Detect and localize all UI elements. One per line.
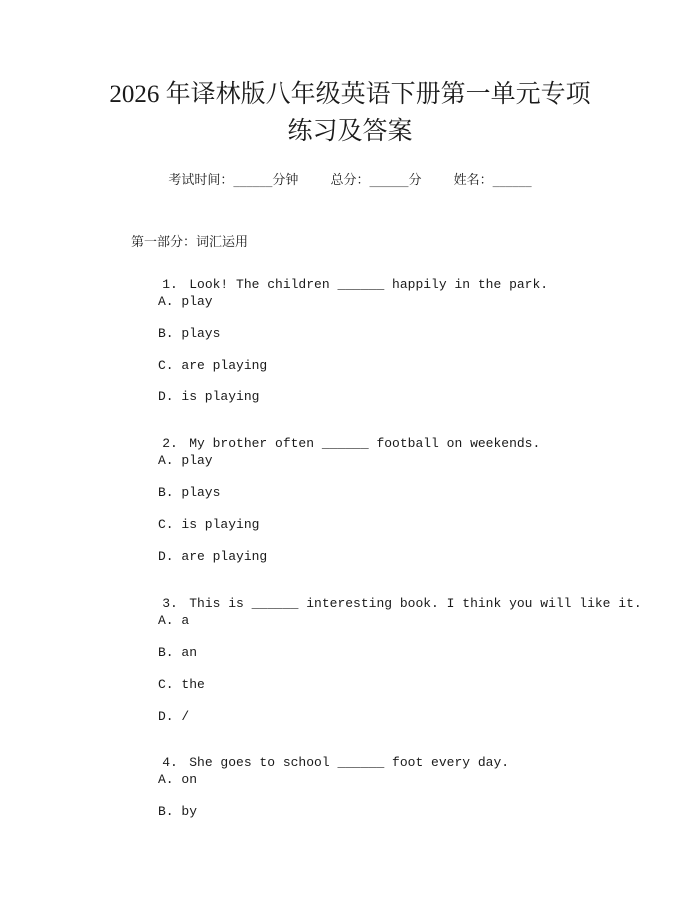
option: A. a <box>158 613 190 628</box>
document-title <box>40 76 660 150</box>
question-text: She goes to school ______ foot every day. <box>189 755 510 770</box>
question-number: 2. <box>162 436 178 451</box>
option: A. play <box>158 294 213 309</box>
exam-time: 考试时间：______分钟 <box>168 173 299 188</box>
question-text: Look! The children ______ happily in the park. <box>189 277 549 292</box>
section-heading: 第一部分：词汇运用 <box>131 235 249 250</box>
option: D. / <box>158 709 190 724</box>
title-line-1: 2026 年译林版八年级英语下册第一单元专项 <box>109 81 591 108</box>
title-line-2: 练习及答案 <box>287 118 413 145</box>
option: D. are playing <box>158 549 268 564</box>
option: C. the <box>158 677 205 692</box>
exam-meta <box>0 169 700 188</box>
question-number: 4. <box>162 755 178 770</box>
option: B. by <box>158 804 198 819</box>
question-number: 1. <box>162 277 178 292</box>
question-text: This is ______ interesting book. I think you will like it. <box>189 596 642 611</box>
option: B. plays <box>158 485 221 500</box>
option: C. are playing <box>158 358 268 373</box>
question-number: 3. <box>162 596 178 611</box>
option: D. is playing <box>158 389 260 404</box>
option: A. play <box>158 453 213 468</box>
exam-score: 总分：______分 <box>330 173 422 188</box>
option: C. is playing <box>158 517 260 532</box>
option: B. plays <box>158 326 221 341</box>
question-text: My brother often ______ football on weekends. <box>189 436 541 451</box>
option: A. on <box>158 772 198 787</box>
option: B. an <box>158 645 198 660</box>
exam-name: 姓名：______ <box>453 173 532 188</box>
question-3 <box>131 581 642 626</box>
